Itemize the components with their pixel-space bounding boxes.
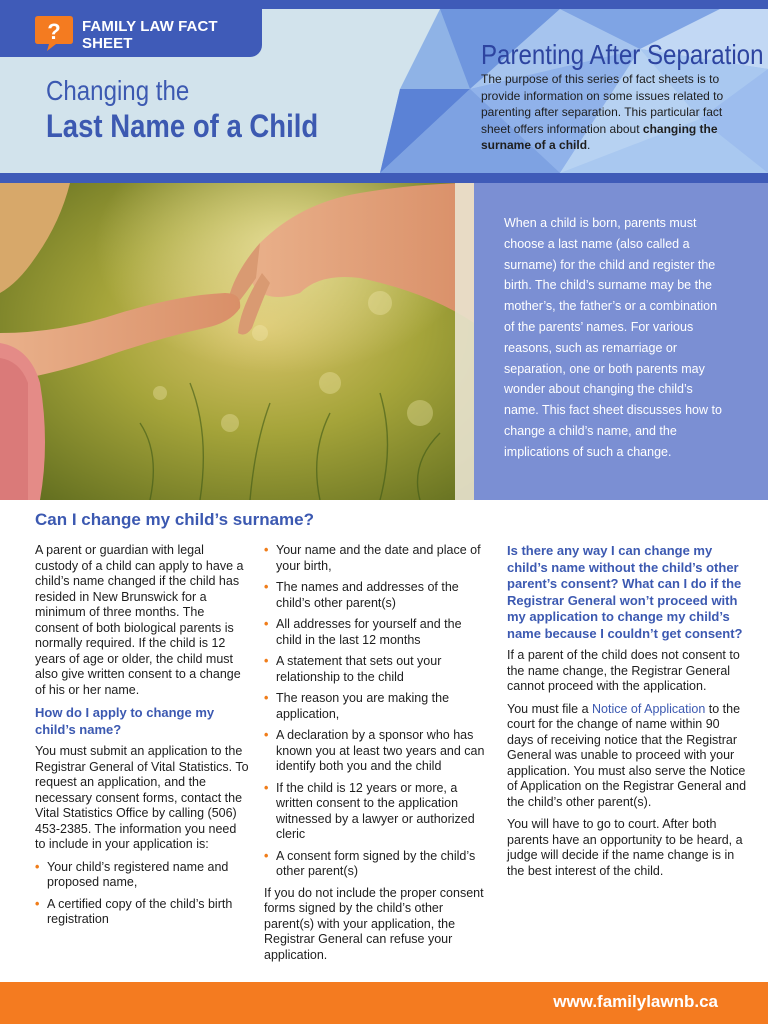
subheading-how-to-apply: How do I apply to change my child’s name? — [35, 705, 215, 737]
subheading-without-consent: Is there any way I can change my child’s name without the child’s other parent’s consent? What can I do if the Registrar General won’t proceed with my application to change my child’s name because I couldn’t get consent? — [507, 543, 743, 641]
list-item: • If the child is 12 years or more, a written consent to the application witnessed by a lawyer or authorized cleric — [264, 780, 475, 841]
list-item: • A declaration by a sponsor who has known you at least two years and can identify both you and the child — [264, 728, 485, 773]
list-item: • The reason you are making the application, — [264, 691, 450, 721]
intro-panel — [474, 183, 768, 500]
series-description: The purpose of this series of fact sheets is to provide information on some issues related to parenting after separation. This particular fact sheet offers information about changing the surname of a child. — [481, 72, 724, 152]
list-item: • Your name and the date and place of your birth, — [264, 543, 481, 573]
requirements-list-continued — [264, 543, 490, 880]
section-heading: Can I change my child’s surname? — [35, 510, 315, 529]
website-link[interactable]: www.familylawnb.ca — [553, 992, 718, 1011]
bullet-icon: • — [264, 728, 269, 742]
bullet-icon: • — [264, 691, 269, 705]
paragraph-court: You will have to go to court. After both parents have an opportunity to be heard, a judge will decide if the name change is in the best interest of the child. — [507, 817, 743, 878]
list-item: • A consent form signed by the child’s other parent(s) — [264, 848, 476, 878]
question-bubble-icon — [34, 13, 74, 53]
bullet-icon: • — [35, 896, 40, 911]
title-line-1: Changing the — [46, 75, 190, 106]
child-holding-hand-image — [0, 183, 474, 500]
bullet-icon: • — [264, 543, 269, 557]
paragraph-notice: You must file a Notice of Application to the court for the change of name within 90 days of receiving notice that the Registrar General was unable to proceed with your application. You must also serve the Notice of Application on the Registrar General and the child’s other parent(s). — [507, 701, 747, 809]
series-description-bold: changing the surname of a child — [481, 121, 718, 152]
intro-text: When a child is born, parents must choose a last name (also called a surname) for the child and register the birth. The child’s surname may be the mother’s, the father’s or a combination of the parents’ names. For various reasons, such as remarriage or separation, one or both parents may wonder about changing the child’s name. This fact sheet discusses how to change a child’s name, and the implications of such a change. — [504, 216, 722, 459]
column-1 — [35, 543, 249, 934]
paragraph-eligibility: A parent or guardian with legal custody of a child can apply to have a child’s name changed if the child has resided in New Brunswick for a minimum of three months. The consent of both biological parents is normally required. If the child is 12 years of age or older, the child must also give written consent to a change of his or her name. — [35, 543, 244, 697]
series-title: Parenting After Separation — [481, 39, 764, 70]
requirements-list — [35, 860, 249, 928]
list-item: • A statement that sets out your relationship to the child — [264, 654, 442, 684]
fact-sheet-tab — [0, 9, 262, 57]
fact-sheet-label: FAMILY LAW FACT SHEET — [82, 18, 218, 52]
bullet-icon: • — [264, 580, 269, 594]
hero-photo — [0, 183, 474, 500]
paragraph-refusal: If you do not include the proper consent forms signed by the child’s other parent(s) with your application, the Registrar General can refuse your application. — [264, 885, 484, 962]
header-divider — [0, 173, 768, 183]
page-title: Last Name of a Child — [46, 108, 319, 144]
header — [0, 9, 768, 173]
footer — [0, 982, 768, 1024]
list-item: • All addresses for yourself and the child in the last 12 months — [264, 617, 462, 647]
top-accent-bar — [0, 0, 768, 9]
notice-of-application-link[interactable]: Notice of Application — [592, 701, 706, 716]
bullet-icon: • — [264, 617, 269, 631]
bullet-icon: • — [35, 859, 40, 874]
bullet-icon: • — [264, 848, 269, 863]
bullet-icon: • — [264, 654, 269, 668]
column-2 — [264, 543, 490, 970]
list-item: • Your child’s registered name and proposed name, — [35, 859, 229, 889]
svg-text:?: ? — [47, 19, 61, 44]
list-item: • The names and addresses of the child’s other parent(s) — [264, 580, 459, 610]
list-item: • A certified copy of the child’s birth registration — [35, 896, 233, 926]
bullet-icon: • — [264, 780, 269, 795]
paragraph-no-consent: If a parent of the child does not consent to the name change, the Registrar General cannot proceed with the application. — [507, 648, 740, 693]
paragraph-application: You must submit an application to the Registrar General of Vital Statistics. To request an application, and the necessary consent forms, contact the Vital Statistics Office by calling (506) 453-2385. The information you need to include in your application is: — [35, 744, 249, 851]
column-3 — [507, 543, 747, 886]
